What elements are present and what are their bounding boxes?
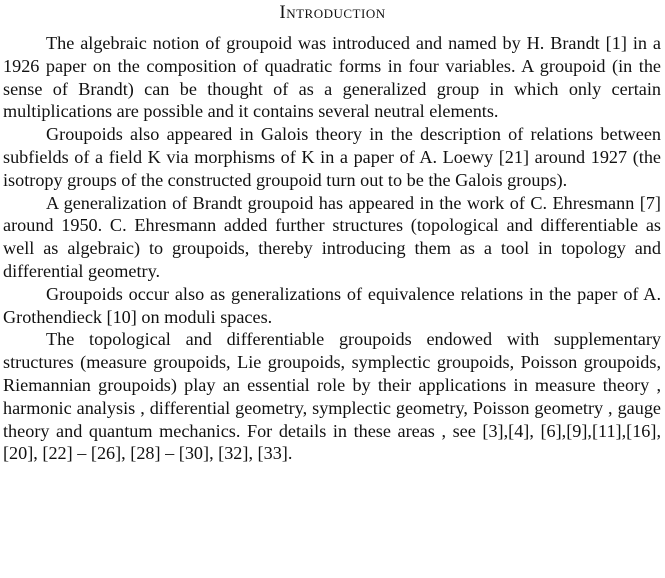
paragraph-applications: The topological and differentiable groupoids endowed with supplementary structures (measure groupoids, Lie groupoids, symplectic groupoids, Poisson groupoids, Riemannian groupoids) play an essential role by their applications in measure theory , harmonic analysis , differential geometry, symplectic geometry, Poisson geometry , gauge theory and quantum mechanics. For details in these areas , see [3],[4], [6],[9],[11],[16], [20], [22] – [26], [28] – [30], [32], [33].: [3, 329, 661, 464]
paragraph-brandt: The algebraic notion of groupoid was introduced and named by H. Brandt [1] in a 1926 paper on the composition of quadratic forms in four variables. A groupoid (in the sense of Brandt) can be thought of as a generalized group in which only certain multiplications are possible and it contains several neutral elements.: [3, 33, 661, 122]
paragraph-galois: Groupoids also appeared in Galois theory in the description of relations between subfields of a field K via morphisms of K in a paper of A. Loewy [21] around 1927 (the isotropy groups of the constructed groupoid turn out to be the Galois groups).: [3, 124, 661, 190]
paragraph-grothendieck: Groupoids occur also as generalizations of equivalence relations in the paper of A. Grothendieck [10] on moduli spaces.: [3, 283, 661, 327]
section-title: Introduction: [279, 2, 386, 23]
paragraph-ehresmann: A generalization of Brandt groupoid has appeared in the work of C. Ehresmann [7] around 1950. C. Ehresmann added further structures (topological and differentiable as well as algebraic) to groupoids, thereby introducing them as a tool in topology and differential geometry.: [3, 192, 661, 281]
body-text: [3, 32, 661, 465]
